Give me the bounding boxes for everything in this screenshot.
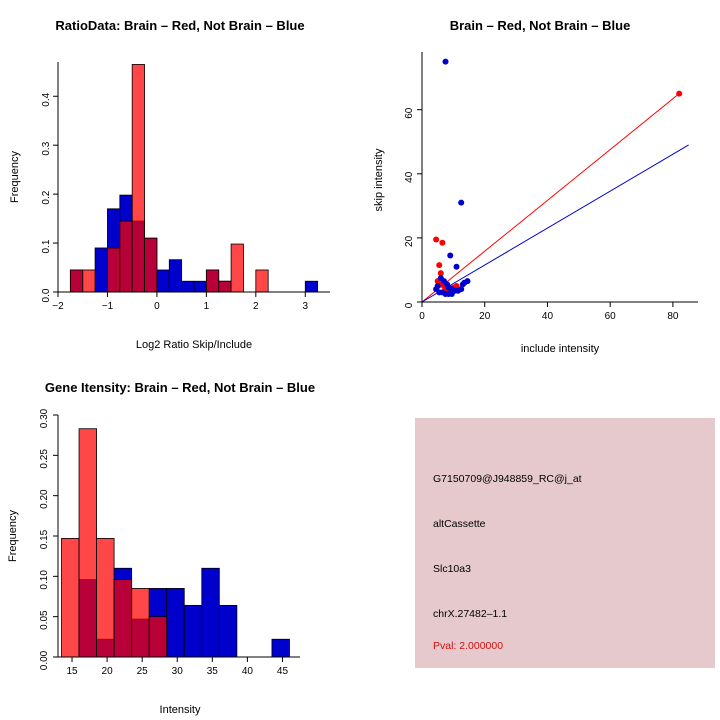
panel-info [360,360,720,720]
svg-text:−1: −1 [101,301,114,312]
intensity-histogram-title: Gene Itensity: Brain – Red, Not Brain – Blue [44,380,316,395]
svg-text:0: 0 [419,311,425,322]
svg-text:3: 3 [302,301,309,312]
svg-text:0: 0 [404,302,415,309]
svg-text:40: 40 [404,171,415,183]
panel-ratio-histogram [0,0,360,360]
scatter-ylabel: skip intensity [373,148,385,212]
svg-text:15: 15 [66,666,78,677]
svg-text:80: 80 [667,311,679,322]
info-probeset-id: G7150709@J948859_RC@j_at [433,473,582,485]
svg-text:0.20: 0.20 [39,489,50,509]
svg-text:0.0: 0.0 [41,288,52,303]
svg-text:20: 20 [479,311,491,322]
intensity-xlabel: Intensity [159,704,201,716]
ratio-histogram-title: RatioData: Brain – Red, Not Brain – Blue [55,18,305,33]
panel-intensity-histogram [0,360,360,720]
svg-text:0.2: 0.2 [41,190,52,205]
svg-text:25: 25 [136,666,148,677]
ratio-ylabel: Frequency [9,151,21,203]
svg-text:−2: −2 [52,301,64,312]
intensity-histogram-svg [0,360,360,720]
svg-text:35: 35 [206,666,218,677]
info-pval: Pval: 2.000000 [433,640,504,652]
svg-text:2: 2 [253,301,259,312]
info-locus: chrX.27482–1.1 [433,608,508,620]
info-gene-symbol: Slc10a3 [433,563,471,575]
svg-text:0.15: 0.15 [39,529,50,550]
panel-scatter [360,0,720,360]
info-box [415,418,715,668]
scatter-title: Brain – Red, Not Brain – Blue [449,18,631,33]
svg-text:30: 30 [171,666,183,677]
intensity-ylabel: Frequency [7,510,19,562]
svg-text:45: 45 [276,666,289,677]
ratio-xlabel: Log2 Ratio Skip/Include [135,339,253,351]
svg-text:1: 1 [203,301,210,312]
svg-text:60: 60 [604,311,616,322]
svg-text:20: 20 [404,235,415,247]
svg-text:0.30: 0.30 [39,408,50,429]
svg-text:40: 40 [241,666,253,677]
svg-text:20: 20 [101,666,113,677]
scatter-svg [360,0,720,360]
svg-text:0.3: 0.3 [41,141,52,156]
svg-text:0.25: 0.25 [39,449,50,469]
svg-text:0: 0 [154,301,160,312]
svg-text:60: 60 [404,107,415,119]
svg-text:0.00: 0.00 [39,650,50,671]
info-event-type: altCassette [433,518,486,530]
svg-text:0.1: 0.1 [41,239,52,254]
ratio-histogram-svg [0,0,360,360]
svg-text:0.05: 0.05 [39,610,50,630]
svg-text:0.10: 0.10 [39,570,50,590]
svg-text:40: 40 [541,311,554,322]
svg-text:0.4: 0.4 [41,92,52,107]
scatter-xlabel: include intensity [520,343,600,355]
